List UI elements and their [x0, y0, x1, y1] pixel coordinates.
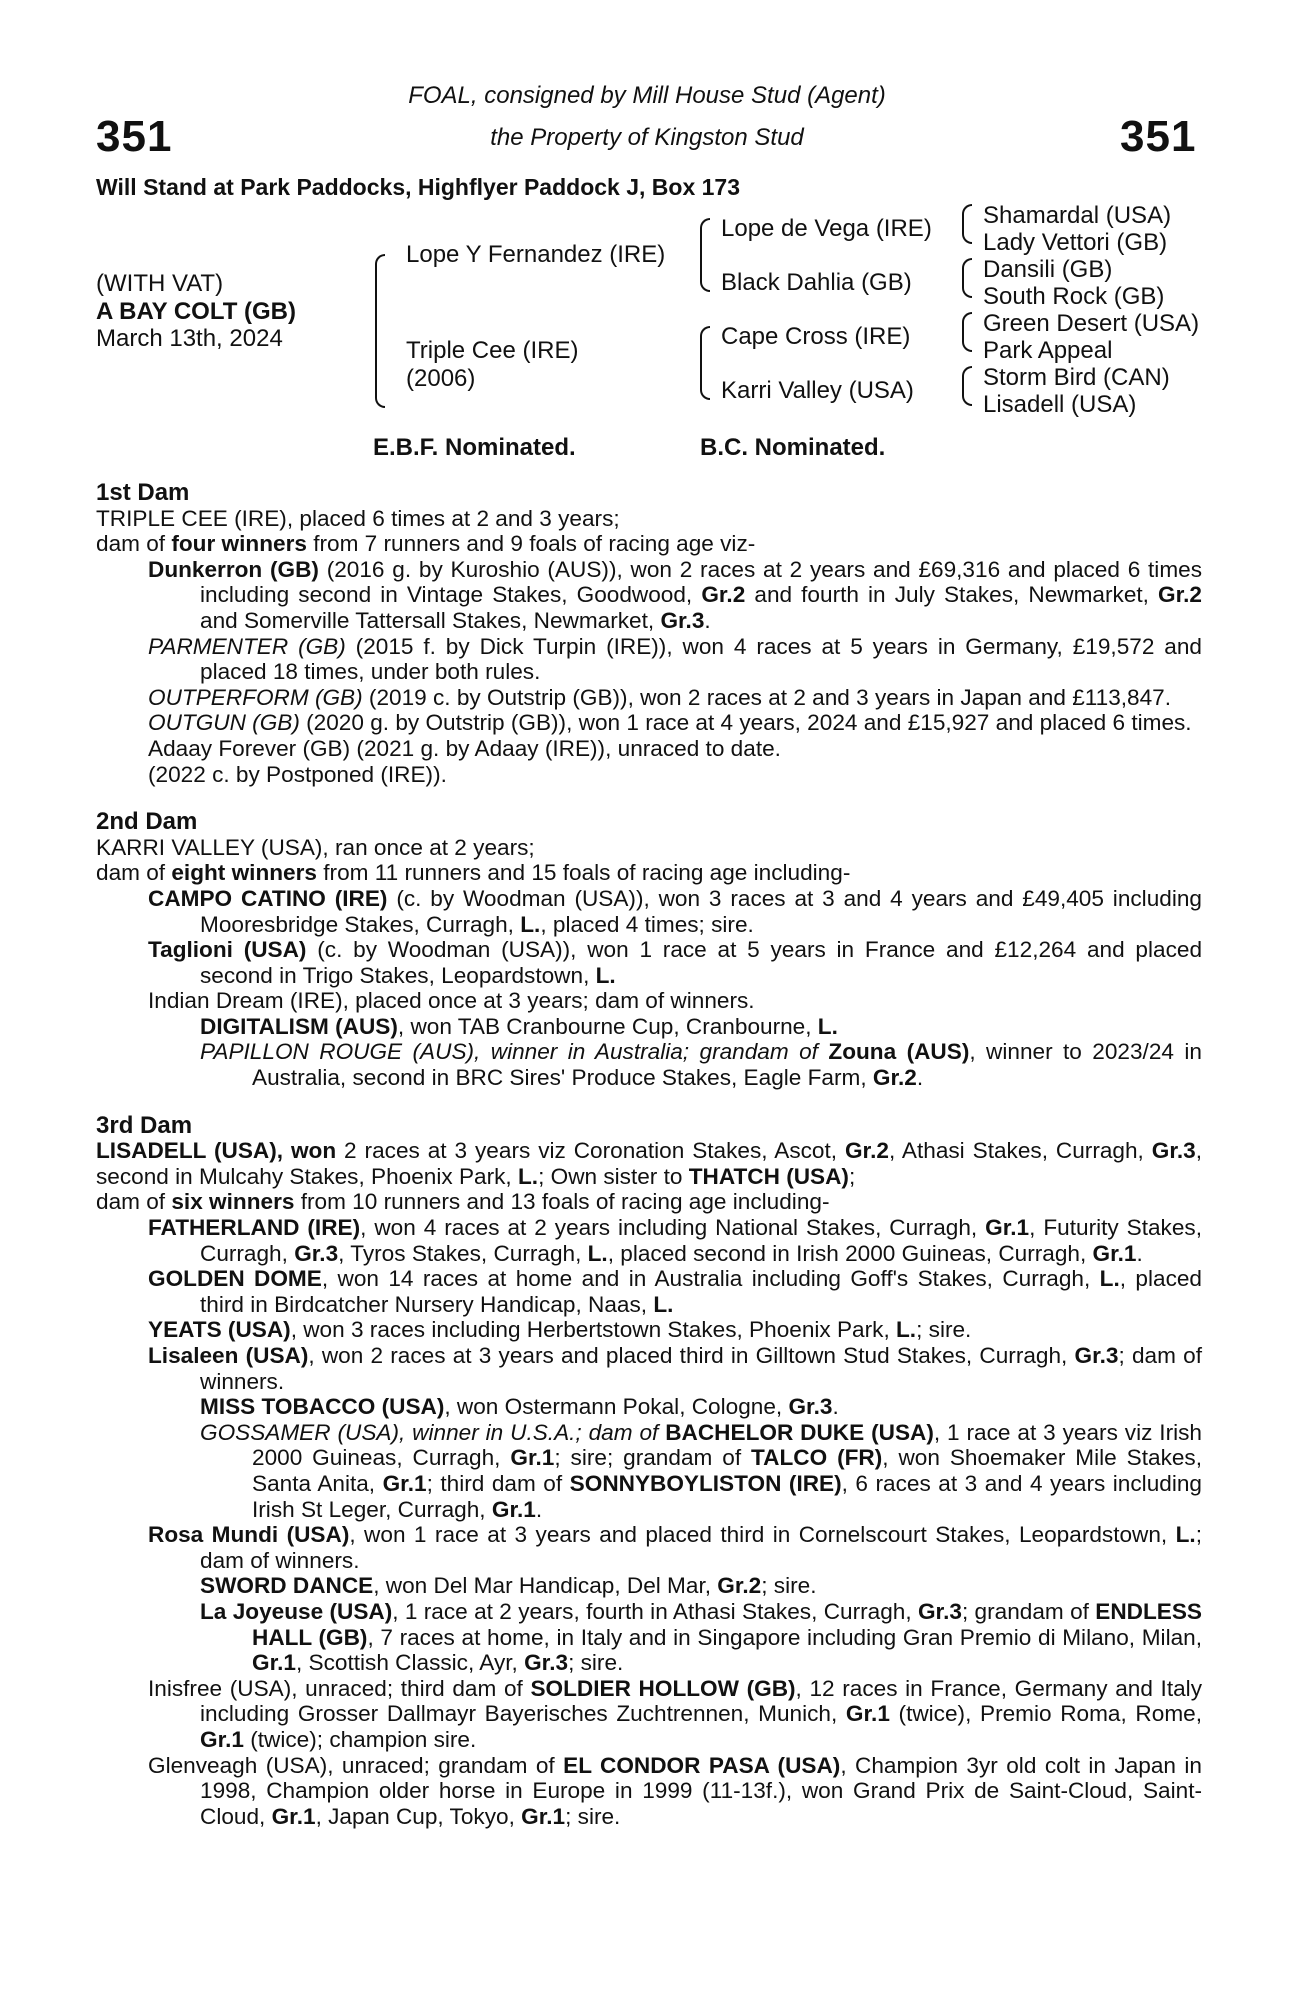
- pedigree-ssd: Lady Vettori (GB): [983, 229, 1168, 256]
- entry-text: , 12 races in France, Germany and Italy including Grosser Dallmayr Bayerisches Zuchtrennen, Munich,: [200, 1675, 1202, 1727]
- bold-text: EL CONDOR PASA (USA): [563, 1752, 841, 1778]
- entry-text: , won Ostermann Pokal, Cologne,: [444, 1394, 789, 1420]
- pedigree-brace-ds: [962, 312, 972, 352]
- pedigree-entry: [200, 1420, 1202, 1522]
- entry-text: Adaay Forever (GB) (2021 g. by Adaay (IRE)), unraced to date.: [148, 735, 781, 761]
- pedigree-entry: [148, 634, 1202, 685]
- bold-text: Gr.3: [917, 1598, 962, 1624]
- bold-text: Lisaleen (USA): [148, 1343, 309, 1368]
- bold-text: L.: [517, 1163, 539, 1189]
- section-1: [96, 480, 1202, 787]
- bold-text: DIGITALISM (AUS): [200, 1013, 398, 1039]
- bold-text: Gr.3: [1151, 1138, 1196, 1164]
- bold-text: Gr.1: [521, 1803, 566, 1829]
- pedigree-brace-dd: [962, 366, 972, 406]
- bold-text: Gr.2: [701, 582, 746, 608]
- bold-text: four winners: [171, 531, 307, 557]
- bold-text: GOLDEN DOME: [148, 1266, 322, 1292]
- pedigree-ddd: Lisadell (USA): [983, 391, 1137, 418]
- property-line: the Property of Kingston Stud: [490, 124, 804, 151]
- bold-text: Gr.1: [491, 1496, 536, 1522]
- pedigree-brace-sire: [700, 218, 710, 292]
- section-2: [96, 809, 1202, 1091]
- entry-text: , 6 races at 3 and 4 years including Irish St Leger, Curragh,: [252, 1470, 1202, 1522]
- produce-record: [96, 480, 1202, 1829]
- entry-text: , won 2 races at 3 years and placed third in Gilltown Stud Stakes, Curragh,: [308, 1343, 1075, 1368]
- entry-text: , Futurity Stakes, Curragh,: [200, 1215, 1202, 1266]
- pedigree-entry: [148, 736, 1202, 762]
- bold-text: Gr.2: [872, 1065, 917, 1091]
- bold-text: BACHELOR DUKE (USA): [665, 1419, 934, 1445]
- pedigree-brace-sd: [962, 258, 972, 298]
- entry-text: (twice); champion sire.: [243, 1726, 477, 1752]
- entry-text: (c. by Woodman (USA)), won 1 race at 5 years in France and £12,264 and placed second in Trigo Stakes, Leopardstown,: [200, 937, 1203, 988]
- bold-text: Gr.1: [382, 1470, 427, 1496]
- entry-text: , Japan Cup, Tokyo,: [315, 1803, 522, 1829]
- bold-text: La Joyeuse (USA): [200, 1598, 393, 1624]
- pedigree-entry: [96, 506, 1202, 532]
- italic-text: OUTPERFORM (GB): [148, 684, 363, 710]
- pedigree-sire-sire: Lope de Vega (IRE): [721, 215, 932, 242]
- pedigree-entry: [148, 1343, 1202, 1394]
- entry-text: .: [832, 1394, 839, 1420]
- bold-text: Gr.3: [524, 1650, 569, 1676]
- bold-text: Gr.3: [294, 1240, 339, 1266]
- section-heading: 3rd Dam: [96, 1111, 193, 1139]
- entry-text: KARRI VALLEY (USA), ran once at 2 years;: [96, 834, 535, 860]
- section-heading: 1st Dam: [96, 479, 190, 506]
- pedigree-entry: [200, 1014, 1202, 1040]
- bold-text: ENDLESS HALL (GB): [252, 1598, 1202, 1650]
- pedigree-entry: [148, 685, 1202, 711]
- pedigree-entry: [148, 762, 1202, 788]
- pedigree-entry: [200, 1039, 1202, 1090]
- entry-text: ; sire.: [568, 1650, 624, 1676]
- bold-text: L.: [587, 1240, 608, 1266]
- bold-text: Gr.1: [845, 1701, 890, 1727]
- entry-text: from 10 runners and 13 foals of racing age including-: [294, 1189, 830, 1215]
- pedigree-entry: [148, 557, 1202, 634]
- bold-text: Gr.1: [271, 1803, 316, 1829]
- entry-text: , Tyros Stakes, Curragh,: [338, 1240, 588, 1266]
- bold-text: Gr.2: [1158, 582, 1202, 608]
- pedigree-brace-main: [375, 254, 385, 408]
- bold-text: Rosa Mundi (USA): [148, 1522, 350, 1548]
- entry-text: , winner to 2023/24 in Australia, second in BRC Sires' Produce Stakes, Eagle Farm,: [252, 1039, 1202, 1091]
- entry-text: (2020 g. by Outstrip (GB)), won 1 race at 4 years, 2024 and £15,927 and placed 6 times.: [299, 710, 1192, 736]
- section-heading: 2nd Dam: [96, 808, 198, 836]
- pedigree-dds: Storm Bird (CAN): [983, 364, 1170, 391]
- pedigree-entry: [148, 1215, 1202, 1266]
- pedigree-brace-ss: [962, 204, 972, 244]
- bold-text: Gr.2: [717, 1573, 762, 1599]
- entry-text: and Somerville Tattersall Stakes, Newmarket,: [200, 607, 661, 633]
- pedigree-entry: [148, 988, 1202, 1014]
- entry-text: , won Shoemaker Mile Stakes, Santa Anita,: [252, 1445, 1203, 1496]
- bold-text: SOLDIER HOLLOW (GB): [530, 1675, 796, 1701]
- bold-text: TALCO (FR): [751, 1445, 883, 1471]
- bold-text: CAMPO CATINO (IRE): [148, 885, 388, 911]
- entry-text: .: [916, 1065, 924, 1091]
- entry-text: , Athasi Stakes, Curragh,: [888, 1138, 1152, 1164]
- italic-text: , winner in U.S.A.; dam of: [398, 1419, 666, 1445]
- entry-text: ; grandam of: [961, 1598, 1096, 1624]
- pedigree-sds: Dansili (GB): [983, 256, 1113, 283]
- entry-text: dam of: [96, 860, 172, 886]
- entry-text: Indian Dream (IRE), placed once at 3 years; dam of winners.: [148, 988, 755, 1014]
- bold-text: LISADELL (USA), won: [96, 1138, 337, 1164]
- entry-text: , won 14 races at home and in Australia including Goff's Stakes, Curragh,: [321, 1266, 1100, 1292]
- pedigree-dss: Green Desert (USA): [983, 310, 1200, 337]
- bold-text: L.: [817, 1013, 838, 1039]
- bold-text: YEATS (USA): [148, 1317, 291, 1343]
- pedigree-entry: [200, 1573, 1202, 1599]
- bold-text: Gr.1: [985, 1215, 1030, 1241]
- pedigree-dsd: Park Appeal: [983, 337, 1113, 364]
- pedigree-entry: [96, 531, 1202, 557]
- entry-text: Glenveagh (USA), unraced; grandam of: [148, 1752, 564, 1778]
- entry-text: TRIPLE CEE (IRE), placed 6 times at 2 and 3 years;: [96, 505, 620, 531]
- bold-text: Taglioni (USA): [148, 937, 307, 963]
- entry-text: (2019 c. by Outstrip (GB)), won 2 races at 2 and 3 years in Japan and £113,847.: [362, 684, 1172, 710]
- pedigree-entry: [96, 860, 1202, 886]
- entry-text: , Scottish Classic, Ayr,: [295, 1650, 525, 1676]
- pedigree-dam-dam: Karri Valley (USA): [721, 377, 914, 404]
- italic-text: , winner in Australia; grandam of: [474, 1039, 829, 1065]
- bold-text: SONNYBOYLISTON (IRE): [569, 1470, 842, 1496]
- entry-text: .: [1136, 1240, 1143, 1266]
- bold-text: L.: [520, 911, 541, 937]
- entry-text: .: [704, 607, 711, 633]
- entry-text: , placed third in Birdcatcher Nursery Handicap, Naas,: [200, 1266, 1202, 1317]
- entry-text: .: [535, 1496, 543, 1522]
- pedigree-entry: [96, 1138, 1202, 1189]
- horse-name: A BAY COLT (GB): [96, 298, 297, 325]
- entry-text: ; sire.: [916, 1317, 972, 1343]
- bold-text: Zouna (AUS): [828, 1039, 970, 1065]
- entry-text: , 1 race at 2 years, fourth in Athasi Stakes, Curragh,: [392, 1598, 918, 1624]
- vat-note: (WITH VAT): [96, 270, 224, 297]
- italic-text: GOSSAMER (USA): [200, 1419, 399, 1445]
- bold-text: L.: [896, 1317, 917, 1343]
- pedigree-sdd: South Rock (GB): [983, 283, 1165, 310]
- bold-text: Gr.1: [1092, 1240, 1137, 1266]
- entry-text: , placed second in Irish 2000 Guineas, Curragh,: [607, 1240, 1093, 1266]
- entry-text: (2015 f. by Dick Turpin (IRE)), won 4 races at 5 years in Germany, £19,572 and placed 18 times, under both rules.: [200, 633, 1202, 685]
- pedigree-entry: [200, 1599, 1202, 1676]
- entry-text: dam of: [96, 1189, 172, 1215]
- entry-text: , won 4 races at 2 years including National Stakes, Curragh,: [360, 1215, 986, 1241]
- pedigree-sss: Shamardal (USA): [983, 202, 1172, 229]
- bold-text: Gr.3: [788, 1394, 833, 1420]
- entry-text: , won 1 race at 3 years and placed third in Cornelscourt Stakes, Leopardstown,: [349, 1522, 1176, 1548]
- pedigree-entry: [148, 710, 1202, 736]
- entry-text: (c. by Woodman (USA)), won 3 races at 3 and 4 years and £49,405 including Mooresbridge Stakes, Curragh,: [200, 885, 1202, 937]
- entry-text: ; sire.: [565, 1803, 621, 1829]
- bold-text: Gr.3: [1074, 1343, 1119, 1368]
- lot-number-left: 351: [96, 112, 173, 161]
- entry-text: , 7 races at home, in Italy and in Singapore including Gran Premio di Milano, Milan,: [367, 1624, 1202, 1650]
- bold-text: L.: [595, 962, 616, 988]
- entry-text: Inisfree (USA), unraced; third dam of: [148, 1675, 531, 1701]
- bold-text: Gr.1: [252, 1650, 296, 1676]
- entry-text: , placed 4 times; sire.: [540, 911, 754, 937]
- italic-text: PAPILLON ROUGE (AUS): [200, 1039, 475, 1065]
- bold-text: L.: [653, 1291, 674, 1317]
- pedigree-brace-dam: [700, 326, 710, 400]
- entry-text: ; sire; grandam of: [554, 1445, 752, 1471]
- bold-text: SWORD DANCE: [200, 1573, 374, 1599]
- bold-text: six winners: [171, 1189, 295, 1215]
- entry-text: , 1 race at 3 years viz Irish 2000 Guineas, Curragh,: [252, 1419, 1202, 1471]
- consignor-line: FOAL, consigned by Mill House Stud (Agent): [408, 82, 886, 109]
- pedigree-entry: [148, 886, 1202, 937]
- bold-text: Gr.3: [660, 607, 705, 633]
- entry-text: dam of: [96, 531, 172, 557]
- pedigree-entry: [148, 1753, 1202, 1830]
- entry-text: ; sire.: [761, 1573, 817, 1599]
- pedigree-entry: [148, 1676, 1202, 1753]
- entry-text: ; dam of winners.: [200, 1522, 1202, 1573]
- pedigree-entry: [148, 1522, 1202, 1573]
- entry-text: ; third dam of: [426, 1470, 570, 1496]
- bold-text: L.: [1175, 1522, 1196, 1548]
- bold-text: Gr.1: [200, 1726, 244, 1752]
- pedigree-entry: [96, 835, 1202, 861]
- bc-nominated: B.C. Nominated.: [700, 434, 886, 461]
- pedigree-dam-year: (2006): [406, 365, 476, 392]
- pedigree-dam-sire: Cape Cross (IRE): [721, 323, 911, 350]
- entry-text: ;: [848, 1163, 856, 1189]
- bold-text: Gr.2: [844, 1138, 889, 1164]
- bold-text: L.: [1099, 1266, 1120, 1292]
- lot-number-right: 351: [1120, 112, 1197, 161]
- entry-text: , won 3 races including Herbertstown Stakes, Phoenix Park,: [290, 1317, 896, 1343]
- entry-text: ; Own sister to: [538, 1163, 689, 1189]
- entry-text: , won Del Mar Handicap, Del Mar,: [373, 1573, 718, 1599]
- pedigree-sire-dam: Black Dahlia (GB): [721, 269, 912, 296]
- entry-text: from 7 runners and 9 foals of racing age viz-: [306, 531, 756, 557]
- italic-text: PARMENTER (GB): [148, 633, 346, 659]
- italic-text: OUTGUN (GB): [148, 710, 300, 736]
- entry-text: (2016 g. by Kuroshio (AUS)), won 2 races at 2 years and £69,316 and placed 6 times including second in Vintage Stakes, Goodwood,: [200, 556, 1203, 608]
- pedigree-sire: Lope Y Fernandez (IRE): [406, 241, 666, 268]
- bold-text: FATHERLAND (IRE): [148, 1215, 361, 1241]
- bold-text: eight winners: [171, 860, 317, 886]
- entry-text: from 11 runners and 15 foals of racing age including-: [316, 860, 851, 886]
- pedigree-entry: [96, 1189, 1202, 1215]
- section-3: [96, 1113, 1202, 1830]
- ebf-nominated: E.B.F. Nominated.: [373, 434, 576, 461]
- entry-text: , second in Mulcahy Stakes, Phoenix Park,: [96, 1138, 1202, 1189]
- entry-text: (twice), Premio Roma, Rome,: [889, 1701, 1202, 1727]
- entry-text: and fourth in July Stakes, Newmarket,: [745, 582, 1159, 608]
- entry-text: ; dam of winners.: [200, 1343, 1202, 1394]
- entry-text: 2 races at 3 years viz Coronation Stakes, Ascot,: [336, 1138, 845, 1164]
- stand-location: Will Stand at Park Paddocks, Highflyer Paddock J, Box 173: [96, 174, 740, 200]
- bold-text: Gr.1: [510, 1445, 555, 1471]
- pedigree-entry: [148, 1266, 1202, 1317]
- entry-text: (2022 c. by Postponed (IRE)).: [148, 761, 447, 787]
- bold-text: MISS TOBACCO (USA): [200, 1394, 445, 1420]
- foaling-date: March 13th, 2024: [96, 325, 283, 352]
- pedigree-dam: Triple Cee (IRE): [406, 337, 579, 364]
- entry-text: , Champion 3yr old colt in Japan in 1998, Champion older horse in Europe in 1999 (11-13f.), won Grand Prix de Saint-Cloud, Saint-Cloud,: [200, 1752, 1202, 1829]
- bold-text: Dunkerron (GB): [148, 556, 319, 582]
- pedigree-entry: [148, 937, 1202, 988]
- bold-text: THATCH (USA): [688, 1163, 849, 1189]
- pedigree-entry: [148, 1317, 1202, 1343]
- entry-text: , won TAB Cranbourne Cup, Cranbourne,: [397, 1013, 818, 1039]
- pedigree-entry: [200, 1394, 1202, 1420]
